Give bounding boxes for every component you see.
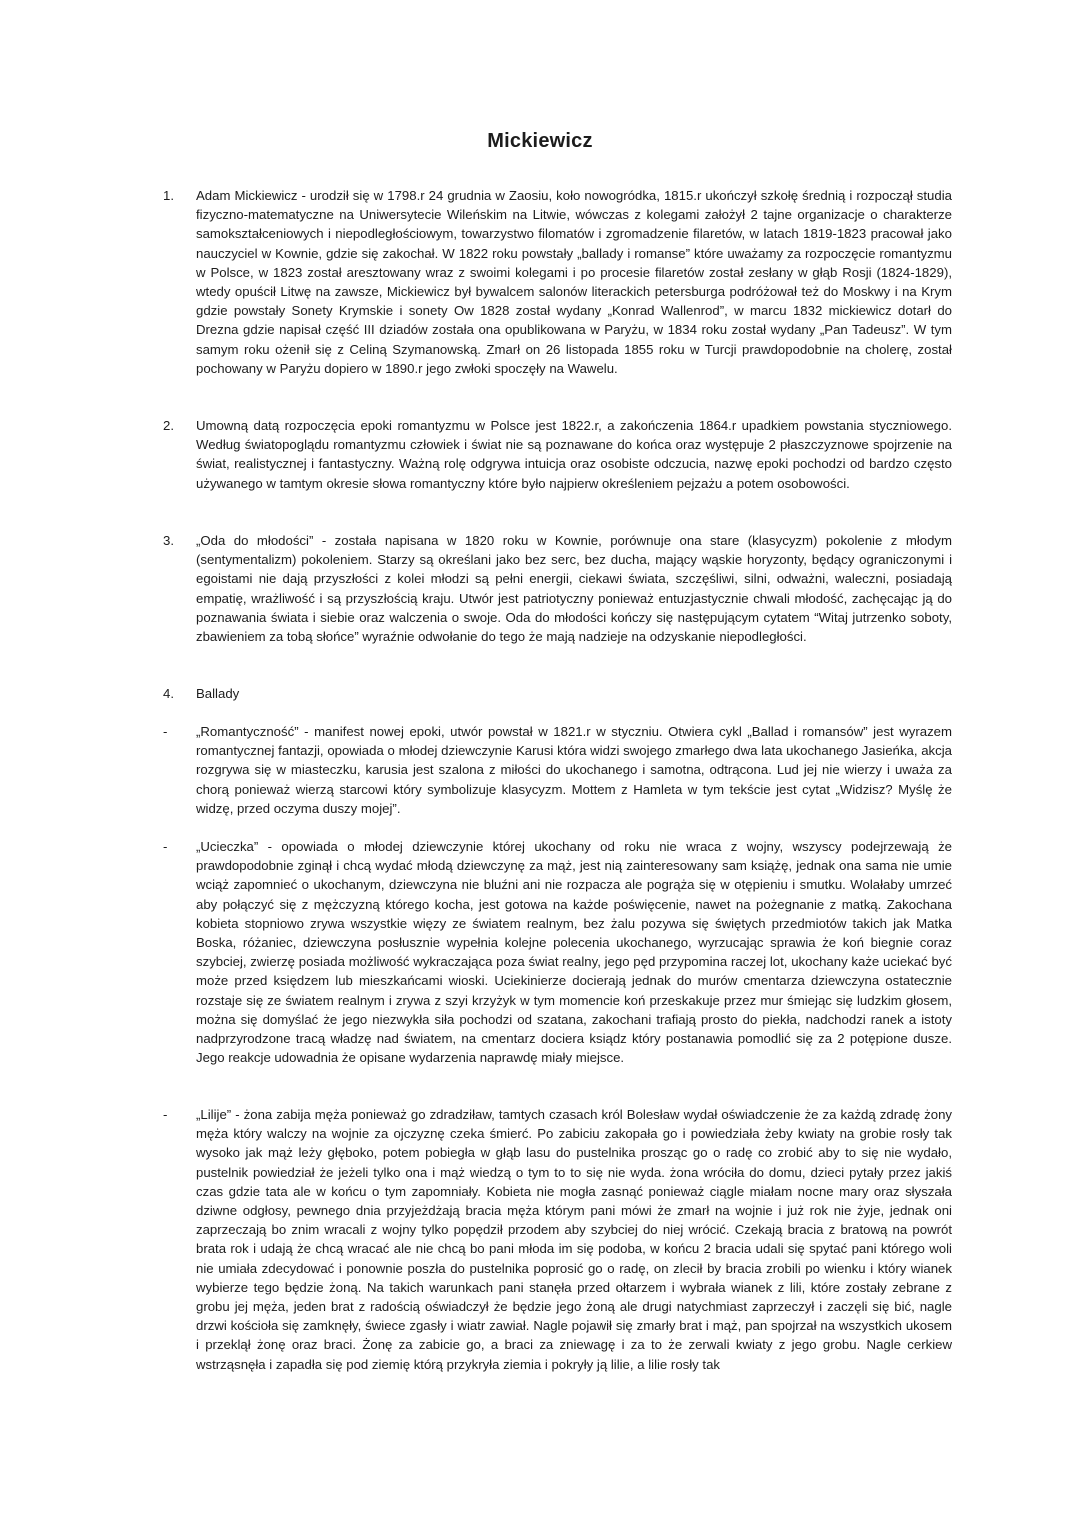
paragraph-romanticism: Umowną datą rozpoczęcia epoki romantyzmu w Polsce jest 1822.r, a zakończenia 1864.r upadkiem powstania styczniowego. Według światopoglądu romantyzmu człowiek i świat nie są poznawane do końca oraz występuje 2 płaszczyznowe spojrzenie na świat, realistycznej i fantastyczny. Ważną rolę odgrywa intuicja oraz osobiste odczucia, nazwę epoki pochodzi od bardzo często używanego w tamtym okresie słowa romantyczny które było najpierw określeniem pejzażu a potem osobowości. (196, 418, 952, 491)
list-marker: 4. (163, 686, 174, 701)
paragraph-lilije: „Lilije” - żona zabija męża ponieważ go zdradziław, tamtych czasach król Bolesław wydał oświadczenie że za każdą zdradę żony męża który walczy na wojnie za ojczyznę czeka śmierć. Po zabiciu zakopała go i powiedziała żeby kwiaty na grobie rosły tak wysoko jak mąż leży głęboko, potem pobiegła w głąb lasu do pustelnika prosząc go o radę co zrobić aby to się nie wydało, pustelnik powiedział że jeżeli tylko ona i mąż wiedzą o tym to to się nie wyda. żona wróciła do domu, dzieci pytały przez jakiś czas gdzie tata ale w końcu o tym zapomniały. Kobieta nie mogła zasnąć ponieważ ciągle miałam nocne mary oraz słyszała dziwne odgłosy, pewnego dnia przyjeżdżają bracia męża którym pani mówi że zmarł na wojnie i już rok nie żyje, jednak oni zaprzeczają bo znim wracali z wojny tylko popędził przodem aby szybciej do niej wrócić. Czekają bracia z bratową na powrót brata rok i udają że chcą wracać ale nie chcą bo pani młoda im się podoba, w końcu 2 bracia udali się spytać pani którego woli nie umiała zdecydować i ponownie poszła do pustelnika poprosić go o radę, on zlecił by bracia zrobili po wienku i który wianek wybierze tego będzie żoną. Na takich warunkach pani stanęła przed ołtarzem i wybrała wianek z lili, które zostały zebrane z grobu jej męża, jeden brat z radością oświadczył że będzie jego żoną ale drugi natychmiast zaprzeczył i zaczęli się bić, nagle drzwi kościoła się zamknęły, świece zgasły i wiatr zawiał. Nagle pojawił się zmarły brat i mąż, pan spojrzał na wszystkich ukosem i przeklął żonę oraz braci. Żonę za zabicie go, a braci za zniewagę i za to że zerwali kwiaty z jego grobu. Nagle cerkiew wstrząsnęła i zapadła się pod ziemię którą przykryła ziemia i pokryły ją lilie, a lilie rosły tak (196, 1107, 952, 1372)
paragraph-ucieczka: „Ucieczka” - opowiada o młodej dziewczynie której ukochany od roku nie wraca z wojny, wszyscy podejrzewają że prawdopodobnie zginął i chcą wydać młodą dziewczynę za mąż, jest nią zainteresowany sam książę, jednak ona sama nie umie wciąż zapomnieć o ukochanym, dziewczyna nie bluźni ani nie rozpacza ale pogrąża się w otępieniu i smutku. Wolałaby umrzeć aby połączyć się z mężczyzną którego kocha, jest gotowa na każde poświęcenie, nawet na pożegnanie z matką. Zakochana kobieta stopniowo zrywa wszystkie więzy ze światem realnym, bez żalu pozywa się świętych przedmiotów takich jak Matka Boska, różaniec, dziewczyna posłusznie wypełnia kolejne polecenia ukochanego, wyrzucając sprawia że koń biegnie coraz szybciej, zwierzę posiada możliwość wykraczająca poza świat realny, jego pęd przypomina raczej lot, ukochany każe uciekać być może przed księdzem lub mieszkańcami wioski. Uciekinierze docierają jednak do murów cmentarza dziewczyna ostatecznie rozstaje się ze światem realnym i zrywa z szyi krzyżyk w tym momencie koń przeskakuje przez mur śmiejąc się ludzkim głosem, można się domyślać że jego niezwykła siła pochodzi od szatana, zakochani trafiają prosto do piekła, nadchodzi ranek a istoty nadprzyrodzone tracą władzę nad światem, na cmentarz dociera ksiądz który postanawia pomodlić się za 2 potępione dusze. Jego reakcje udowadnia że opisane wydarzenia naprawdę miały miejsce. (196, 839, 952, 1066)
section-heading-ballady: Ballady (196, 686, 240, 701)
list-marker: 2. (163, 418, 174, 433)
paragraph-biography: Adam Mickiewicz - urodził się w 1798.r 24 grudnia w Zaosiu, koło nowogródka, 1815.r ukończył szkołę średnią i rozpoczął studia fizyczno-matematyczne na Uniwersytecie Wileńskim na Litwie, wówczas z kolegami założył 2 tajne organizacje o charakterze samokształceniowych i niepodległościowym, towarzystwo filomatów i zgromadzenie filaretów, w latach 1819-1823 pracował jako nauczyciel w Kownie, gdzie się zakochał. W 1822 roku powstały „ballady i romanse” które uważamy za rozpoczęcie romantyzmu w Polsce, w 1823 został aresztowany wraz z swoimi kolegami i po procesie filaretów został zesłany w głąb Rosji (1824-1829), wtedy opuścił Litwę na zawsze, Mickiewicz był bywalcem salonów literackich petersburga podróżował też do Moskwy i na Krym gdzie powstały Sonety Krymskie i sonety Ow 1828 został wydany „Konrad Wallenrod”, w marcu 1832 mickiewicz dotarł do Drezna gdzie napisał część III dziadów została ona opublikowana w Paryżu, w 1834 roku został wydany „Pan Tadeusz”. W tym samym roku ożenił się z Celiną Szymanowską. Zmarł on 26 listopada 1855 roku w Turcji prawdopodobnie na cholerę, został pochowany w Paryżu dopiero w 1890.r jego zwłoki spoczęły na Wawelu. (196, 188, 952, 376)
list-marker: 3. (163, 533, 174, 548)
paragraph-oda: „Oda do młodości” - została napisana w 1820 roku w Kownie, porównuje ona stare (klasycyzm) pokolenie z młodym (sentymentalizm) pokoleniem. Starzy są określani jako bez serc, bez ducha, mający wąskie horyzonty, będący ograniczonymi i egoistami nie dają przyszłości z kolei młodzi są pełni energii, ciekawi świata, szczęśliwi, silni, odważni, waleczni, posiadają empatię, wrażliwość i są przyszłością kraju. Utwór jest patriotyczny ponieważ entuzjastycznie chwali młodość, zachęcając ją do poznawania świata i siebie oraz walczenia o swoje. Oda do młodości kończy się następującym cytatem “Witaj jutrzenko soboty, zbawieniem za tobą słońce” wyraźnie odwołanie do tego że mają nadzieje na odzyskanie niepodległości. (196, 533, 952, 645)
list-marker: 1. (163, 188, 174, 203)
list-marker: - (163, 839, 168, 854)
list-marker: - (163, 1107, 168, 1122)
page-title: Mickiewicz (487, 130, 593, 152)
list-marker: - (163, 724, 168, 739)
paragraph-romantycznosc: „Romantyczność” - manifest nowej epoki, utwór powstał w 1821.r w styczniu. Otwiera cykl „Ballad i romansów” jest wyrazem romantycznej fantazji, opowiada o młodej dziewczynie Karusi która widzi swojego zmarłego dwa lata ukochanego Jasieńka, akcja rozgrywa się w miasteczku, karusia jest szalona z miłości do ukochanego i samotna, odtrącona. Lud jej nie wierzy i uważa za chorą ponieważ wierzą starcowi który symbolizuje klasycyzm. Mottem z Hamleta w tym tekście jest cytat „Widzisz? Myślę że widzę, przed oczyma duszy mojej”. (196, 724, 952, 816)
